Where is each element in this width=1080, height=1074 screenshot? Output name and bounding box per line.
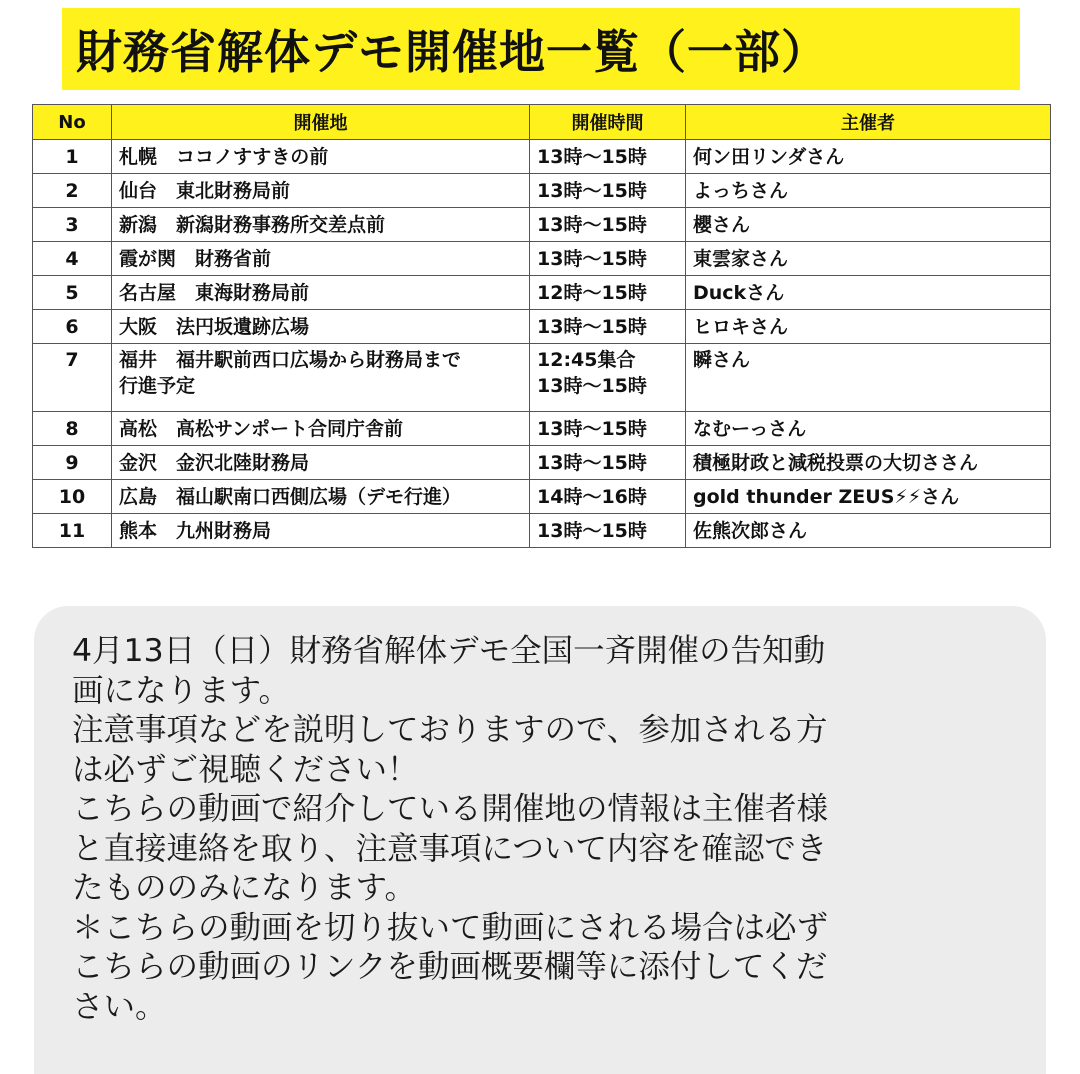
message-bubble[interactable] — [34, 606, 1046, 1074]
row-number: 1 — [33, 140, 112, 174]
table-row — [33, 412, 1051, 446]
time-cell: 13時～15時 — [530, 412, 686, 446]
table-row — [33, 242, 1051, 276]
host-cell: 櫻さん — [686, 208, 1051, 242]
host-cell: よっちさん — [686, 174, 1051, 208]
time-cell: 13時～15時 — [530, 140, 686, 174]
column-header-host: 主催者 — [686, 105, 1051, 140]
venue-cell — [112, 344, 530, 412]
host-cell: gold thunder ZEUS⚡⚡さん — [686, 480, 1051, 514]
column-header-time: 開催時間 — [530, 105, 686, 140]
table-row — [33, 514, 1051, 548]
table-row — [33, 276, 1051, 310]
page-title: 財務省解体デモ開催地一覧（一部） — [76, 25, 828, 79]
host-cell: 積極財政と減税投票の大切ささん — [686, 446, 1051, 480]
venue-cell-text: 福井 福井駅前西口広場から財務局まで 行進予定 — [119, 349, 462, 397]
message-text: 4月13日（日）財務省解体デモ全国一斉開催の告知動 画になります。 注意事項などを説明しておりますので、参加される方 は必ずご視聴ください！ こちらの動画で紹介している開催地の情報は主催者様 と直接連絡を取り、注意事項について内容を確認でき たもののみになります。 ＊こちらの動画を切り抜いて動画にされる場合は必ず こちらの動画のリンクを動画概要欄等に添付してくだ さい。 — [72, 633, 829, 1025]
table-row — [33, 446, 1051, 480]
table-row — [33, 208, 1051, 242]
row-number: 10 — [33, 480, 112, 514]
host-cell: Duckさん — [686, 276, 1051, 310]
time-cell — [530, 344, 686, 412]
venue-cell: 札幌 ココノすすきの前 — [112, 140, 530, 174]
table-header-row — [33, 105, 1051, 140]
table-row — [33, 310, 1051, 344]
host-cell: ヒロキさん — [686, 310, 1051, 344]
row-number: 3 — [33, 208, 112, 242]
host-cell: 瞬さん — [686, 344, 1051, 412]
row-number: 8 — [33, 412, 112, 446]
column-header-venue: 開催地 — [112, 105, 530, 140]
column-header-no: No — [33, 105, 112, 140]
table-row — [33, 140, 1051, 174]
venue-cell: 仙台 東北財務局前 — [112, 174, 530, 208]
time-cell: 13時～15時 — [530, 446, 686, 480]
time-cell: 13時～15時 — [530, 310, 686, 344]
event-table — [32, 104, 1051, 548]
time-cell: 14時～16時 — [530, 480, 686, 514]
venue-cell: 名古屋 東海財務局前 — [112, 276, 530, 310]
table-row — [33, 344, 1051, 412]
row-number: 9 — [33, 446, 112, 480]
row-number: 5 — [33, 276, 112, 310]
host-cell: 何ン田リンダさん — [686, 140, 1051, 174]
row-number: 4 — [33, 242, 112, 276]
time-cell: 13時～15時 — [530, 242, 686, 276]
venue-cell: 高松 高松サンポート合同庁舎前 — [112, 412, 530, 446]
host-cell: 東雲家さん — [686, 242, 1051, 276]
venue-cell: 熊本 九州財務局 — [112, 514, 530, 548]
table-row — [33, 480, 1051, 514]
venue-cell: 金沢 金沢北陸財務局 — [112, 446, 530, 480]
time-cell: 12時～15時 — [530, 276, 686, 310]
title-banner — [62, 8, 1020, 90]
time-cell: 13時～15時 — [530, 174, 686, 208]
host-cell: 佐熊次郎さん — [686, 514, 1051, 548]
time-cell-text: 12:45集合 13時～15時 — [537, 349, 647, 397]
venue-cell: 大阪 法円坂遺跡広場 — [112, 310, 530, 344]
venue-cell: 広島 福山駅南口西側広場（デモ行進） — [112, 480, 530, 514]
table-row — [33, 174, 1051, 208]
row-number: 2 — [33, 174, 112, 208]
venue-cell: 霞が関 財務省前 — [112, 242, 530, 276]
event-table-container — [32, 104, 1050, 548]
host-cell: なむーっさん — [686, 412, 1051, 446]
row-number: 6 — [33, 310, 112, 344]
time-cell: 13時～15時 — [530, 208, 686, 242]
time-cell: 13時～15時 — [530, 514, 686, 548]
row-number: 11 — [33, 514, 112, 548]
venue-cell: 新潟 新潟財務事務所交差点前 — [112, 208, 530, 242]
row-number: 7 — [33, 344, 112, 412]
